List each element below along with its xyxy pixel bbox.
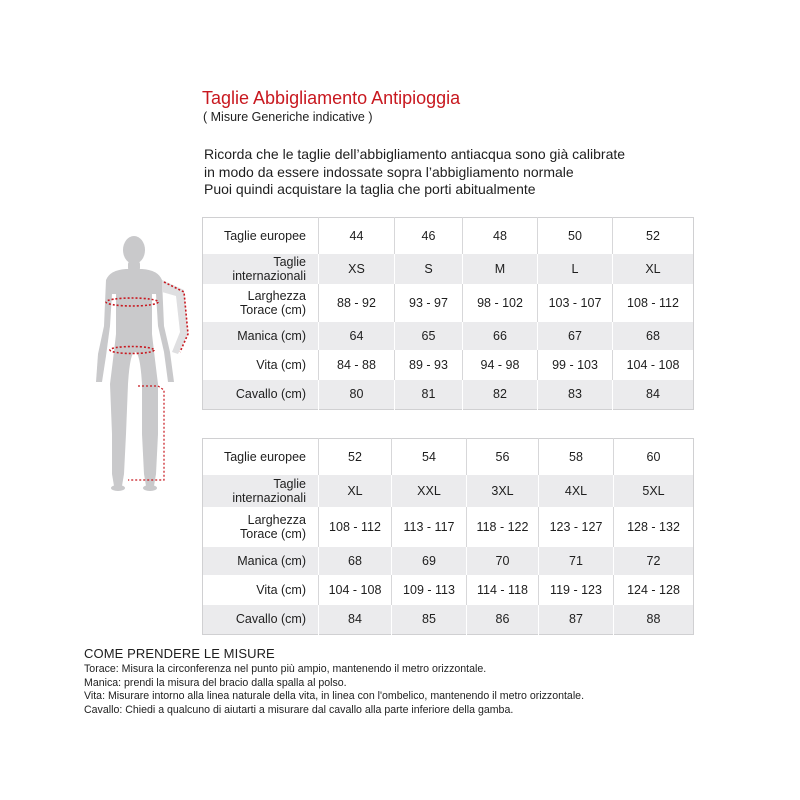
cell: 52 [613,218,694,254]
cell: 56 [467,439,539,475]
cell: 68 [613,322,694,350]
cell: XL [319,475,392,507]
table-row [203,284,694,322]
cell: M [463,254,538,284]
cell: L [538,254,613,284]
table-row [203,547,694,575]
cell: 109 - 113 [392,575,467,605]
cell: 99 - 103 [538,350,613,380]
cell: 5XL [614,475,694,507]
table-row [203,322,694,350]
intro-line: in modo da essere indossate sopra l’abbigliamento normale [204,163,574,180]
cell: 86 [467,605,539,635]
row-label-waist: Vita (cm) [203,575,319,605]
table-row [203,605,694,635]
cell: 66 [463,322,538,350]
cell: 123 - 127 [539,507,614,547]
cell: 84 - 88 [319,350,395,380]
cell: 60 [614,439,694,475]
cell: 3XL [467,475,539,507]
intro-line: Ricorda che le taglie dell’abbigliamento antiacqua sono già calibrate [204,146,626,162]
cell: 104 - 108 [613,350,694,380]
cell: 84 [613,380,694,410]
table-row [203,507,694,547]
cell: 54 [392,439,467,475]
size-table-2 [202,438,694,635]
guide-line-sleeve: Manica: prendi la misura del bracio dalla spalla al polso. [84,676,347,689]
row-label-sleeve: Manica (cm) [203,547,319,575]
cell: 118 - 122 [467,507,539,547]
table-row [203,575,694,605]
table-row [203,350,694,380]
cell: 88 [614,605,694,635]
cell: 108 - 112 [613,284,694,322]
cell: 50 [538,218,613,254]
cell: 87 [539,605,614,635]
human-silhouette-icon [96,236,174,491]
cell: 119 - 123 [539,575,614,605]
cell: 72 [614,547,694,575]
cell: 4XL [539,475,614,507]
measuring-guide [84,646,584,717]
intro-text [204,146,625,199]
row-label-waist: Vita (cm) [203,350,319,380]
cell: 124 - 128 [614,575,694,605]
row-label-inseam: Cavallo (cm) [203,380,319,410]
cell: 64 [319,322,395,350]
cell: 128 - 132 [614,507,694,547]
cell: 83 [538,380,613,410]
cell: 80 [319,380,395,410]
row-label-chest: Larghezza Torace (cm) [203,507,319,547]
cell: 113 - 117 [392,507,467,547]
cell: 48 [463,218,538,254]
cell: XXL [392,475,467,507]
cell: 84 [319,605,392,635]
table-row [203,475,694,507]
size-table-1 [202,217,694,410]
table-row [203,380,694,410]
row-label-sleeve: Manica (cm) [203,322,319,350]
row-label-intl: Taglie internazionali [203,475,319,507]
cell: 52 [319,439,392,475]
cell: 44 [319,218,395,254]
intro-line: Puoi quindi acquistare la taglia che porti abitualmente [204,181,536,197]
row-label-chest: Larghezza Torace (cm) [203,284,319,322]
cell: 94 - 98 [463,350,538,380]
cell: XL [613,254,694,284]
cell: 68 [319,547,392,575]
cell: 46 [395,218,463,254]
cell: 88 - 92 [319,284,395,322]
cell: S [395,254,463,284]
page-title: Taglie Abbigliamento Antipioggia [202,88,461,108]
guide-title: COME PRENDERE LE MISURE [84,646,275,661]
body-measurement-figure [92,234,202,504]
cell: 93 - 97 [395,284,463,322]
cell: 85 [392,605,467,635]
cell: 104 - 108 [319,575,392,605]
cell: 67 [538,322,613,350]
cell: 71 [539,547,614,575]
cell: 114 - 118 [467,575,539,605]
guide-line-chest: Torace: Misura la circonferenza nel punto più ampio, mantenendo il metro orizzontale. [84,663,487,675]
cell: 70 [467,547,539,575]
guide-line-waist: Vita: Misurare intorno alla linea naturale della vita, in linea con l'ombelico, mantenendo il metro orizzontale. [84,690,585,702]
cell: 89 - 93 [395,350,463,380]
table-row [203,439,694,475]
row-label-eu: Taglie europee [203,439,319,475]
cell: XS [319,254,395,284]
cell: 69 [392,547,467,575]
page-subtitle: ( Misure Generiche indicative ) [203,110,373,124]
cell: 58 [539,439,614,475]
cell: 108 - 112 [319,507,392,547]
row-label-inseam: Cavallo (cm) [203,605,319,635]
cell: 82 [463,380,538,410]
cell: 98 - 102 [463,284,538,322]
row-label-eu: Taglie europee [203,218,319,254]
cell: 81 [395,380,463,410]
table-row [203,218,694,254]
cell: 103 - 107 [538,284,613,322]
table-row [203,254,694,284]
guide-line-inseam: Cavallo: Chiedi a qualcuno di aiutarti a misurare dal cavallo alla parte inferiore della gamba. [84,703,514,716]
cell: 65 [395,322,463,350]
row-label-intl: Taglie internazionali [203,254,319,284]
